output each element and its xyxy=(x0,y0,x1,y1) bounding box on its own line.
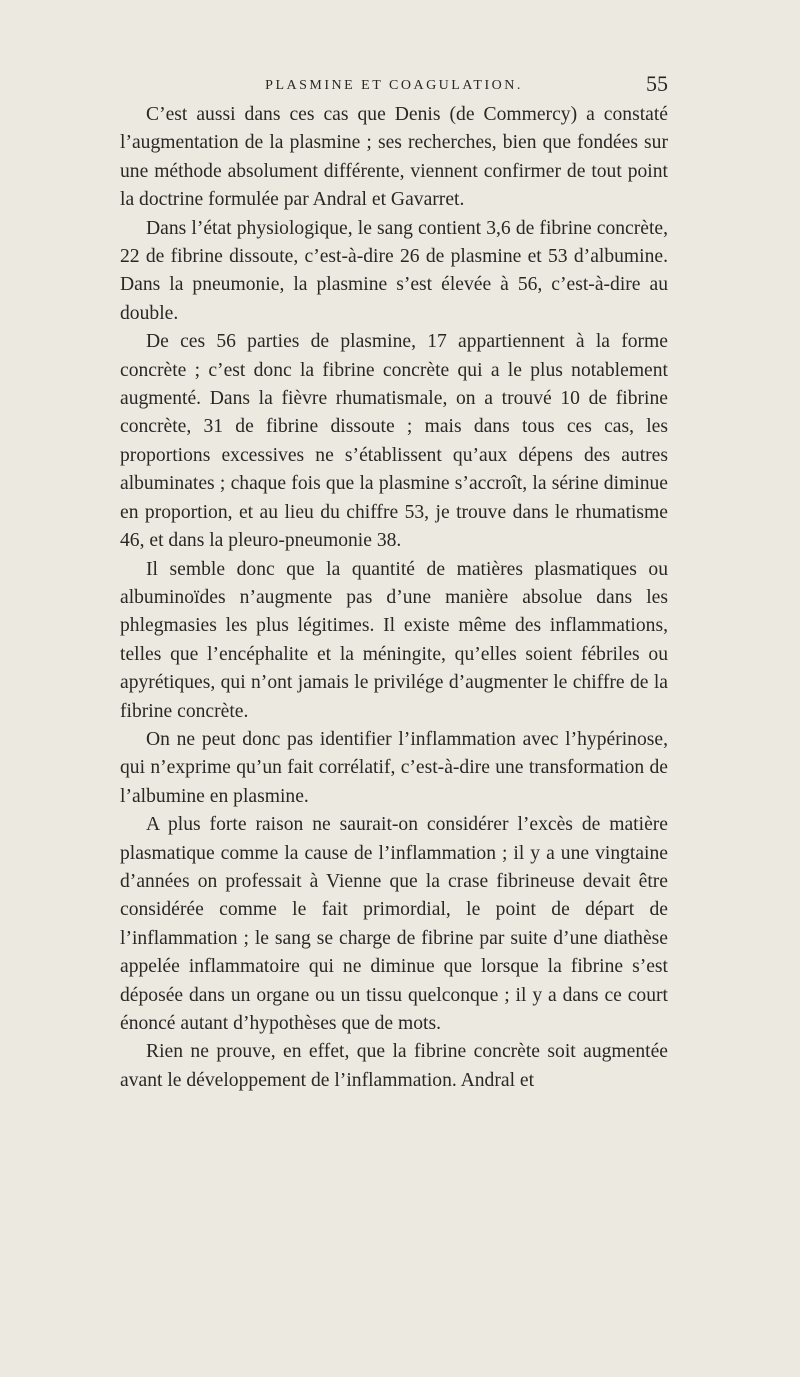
paragraph: Dans l’état physiologique, le sang contient 3,6 de fibrine concrète, 22 de fibrine dissoute, c’est-à-dire 26 de plasmine et 53 d’albumine. Dans la pneumonie, la plasmine s’est élevée à 56, c’est-à-dire au double. xyxy=(120,217,668,324)
running-title: PLASMINE ET COAGULATION. xyxy=(265,78,523,93)
paragraph: On ne peut donc pas identifier l’inflammation avec l’hypérinose, qui n’exprime qu’un fait corrélatif, c’est-à-dire une transformation de l’albumine en plasmine. xyxy=(120,728,668,807)
paragraph: C’est aussi dans ces cas que Denis (de Commercy) a constaté l’augmentation de la plasmine ; ses recherches, bien que fondées sur une méthode absolument différente, viennent confirmer de tout point la doctrine formulée par Andral et Gavarret. xyxy=(120,104,668,211)
paragraph: De ces 56 parties de plasmine, 17 appartiennent à la forme concrète ; c’est donc la fibrine concrète qui a le plus notablement augmenté. Dans la fièvre rhumatismale, on a trouvé 10 de fibrine concrète, 31 de fibrine dissoute ; mais dans tous ces cas, les proportions excessives ne s’établissent qu’aux dépens des autres albuminates ; chaque fois que la plasmine s’accroît, la sérine diminue en proportion, et au lieu du chiffre 53, je trouve dans le rhumatisme 46, et dans la pleuro-pneumonie 38. xyxy=(120,331,668,552)
body-text xyxy=(120,101,668,1095)
page-number: 55 xyxy=(646,71,668,96)
paragraph: Il semble donc que la quantité de matières plasmatiques ou albuminoïdes n’augmente pas d’une manière absolue dans les phlegmasies les plus légitimes. Il existe même des inflammations, telles que l’encéphalite et la méningite, qu’elles soient fébriles ou apyrétiques, qui n’ont jamais le privilége d’augmenter le chiffre de la fibrine concrète. xyxy=(120,558,668,722)
paragraph: A plus forte raison ne saurait-on considérer l’excès de matière plasmatique comme la cause de l’inflammation ; il y a une vingtaine d’années on professait à Vienne que la crase fibrineuse devait être considérée comme le fait primordial, le point de départ de l’inflammation ; le sang se charge de fibrine par suite d’une diathèse appelée inflammatoire qui ne diminue que lorsque la fibrine s’est déposée dans un organe ou un tissu quelconque ; il y a dans ce court énoncé autant d’hypothèses que de mots. xyxy=(120,814,668,1034)
paragraph: Rien ne prouve, en effet, que la fibrine concrète soit augmentée avant le développement de l’inflammation. Andral et xyxy=(120,1041,668,1091)
running-head xyxy=(120,71,668,97)
